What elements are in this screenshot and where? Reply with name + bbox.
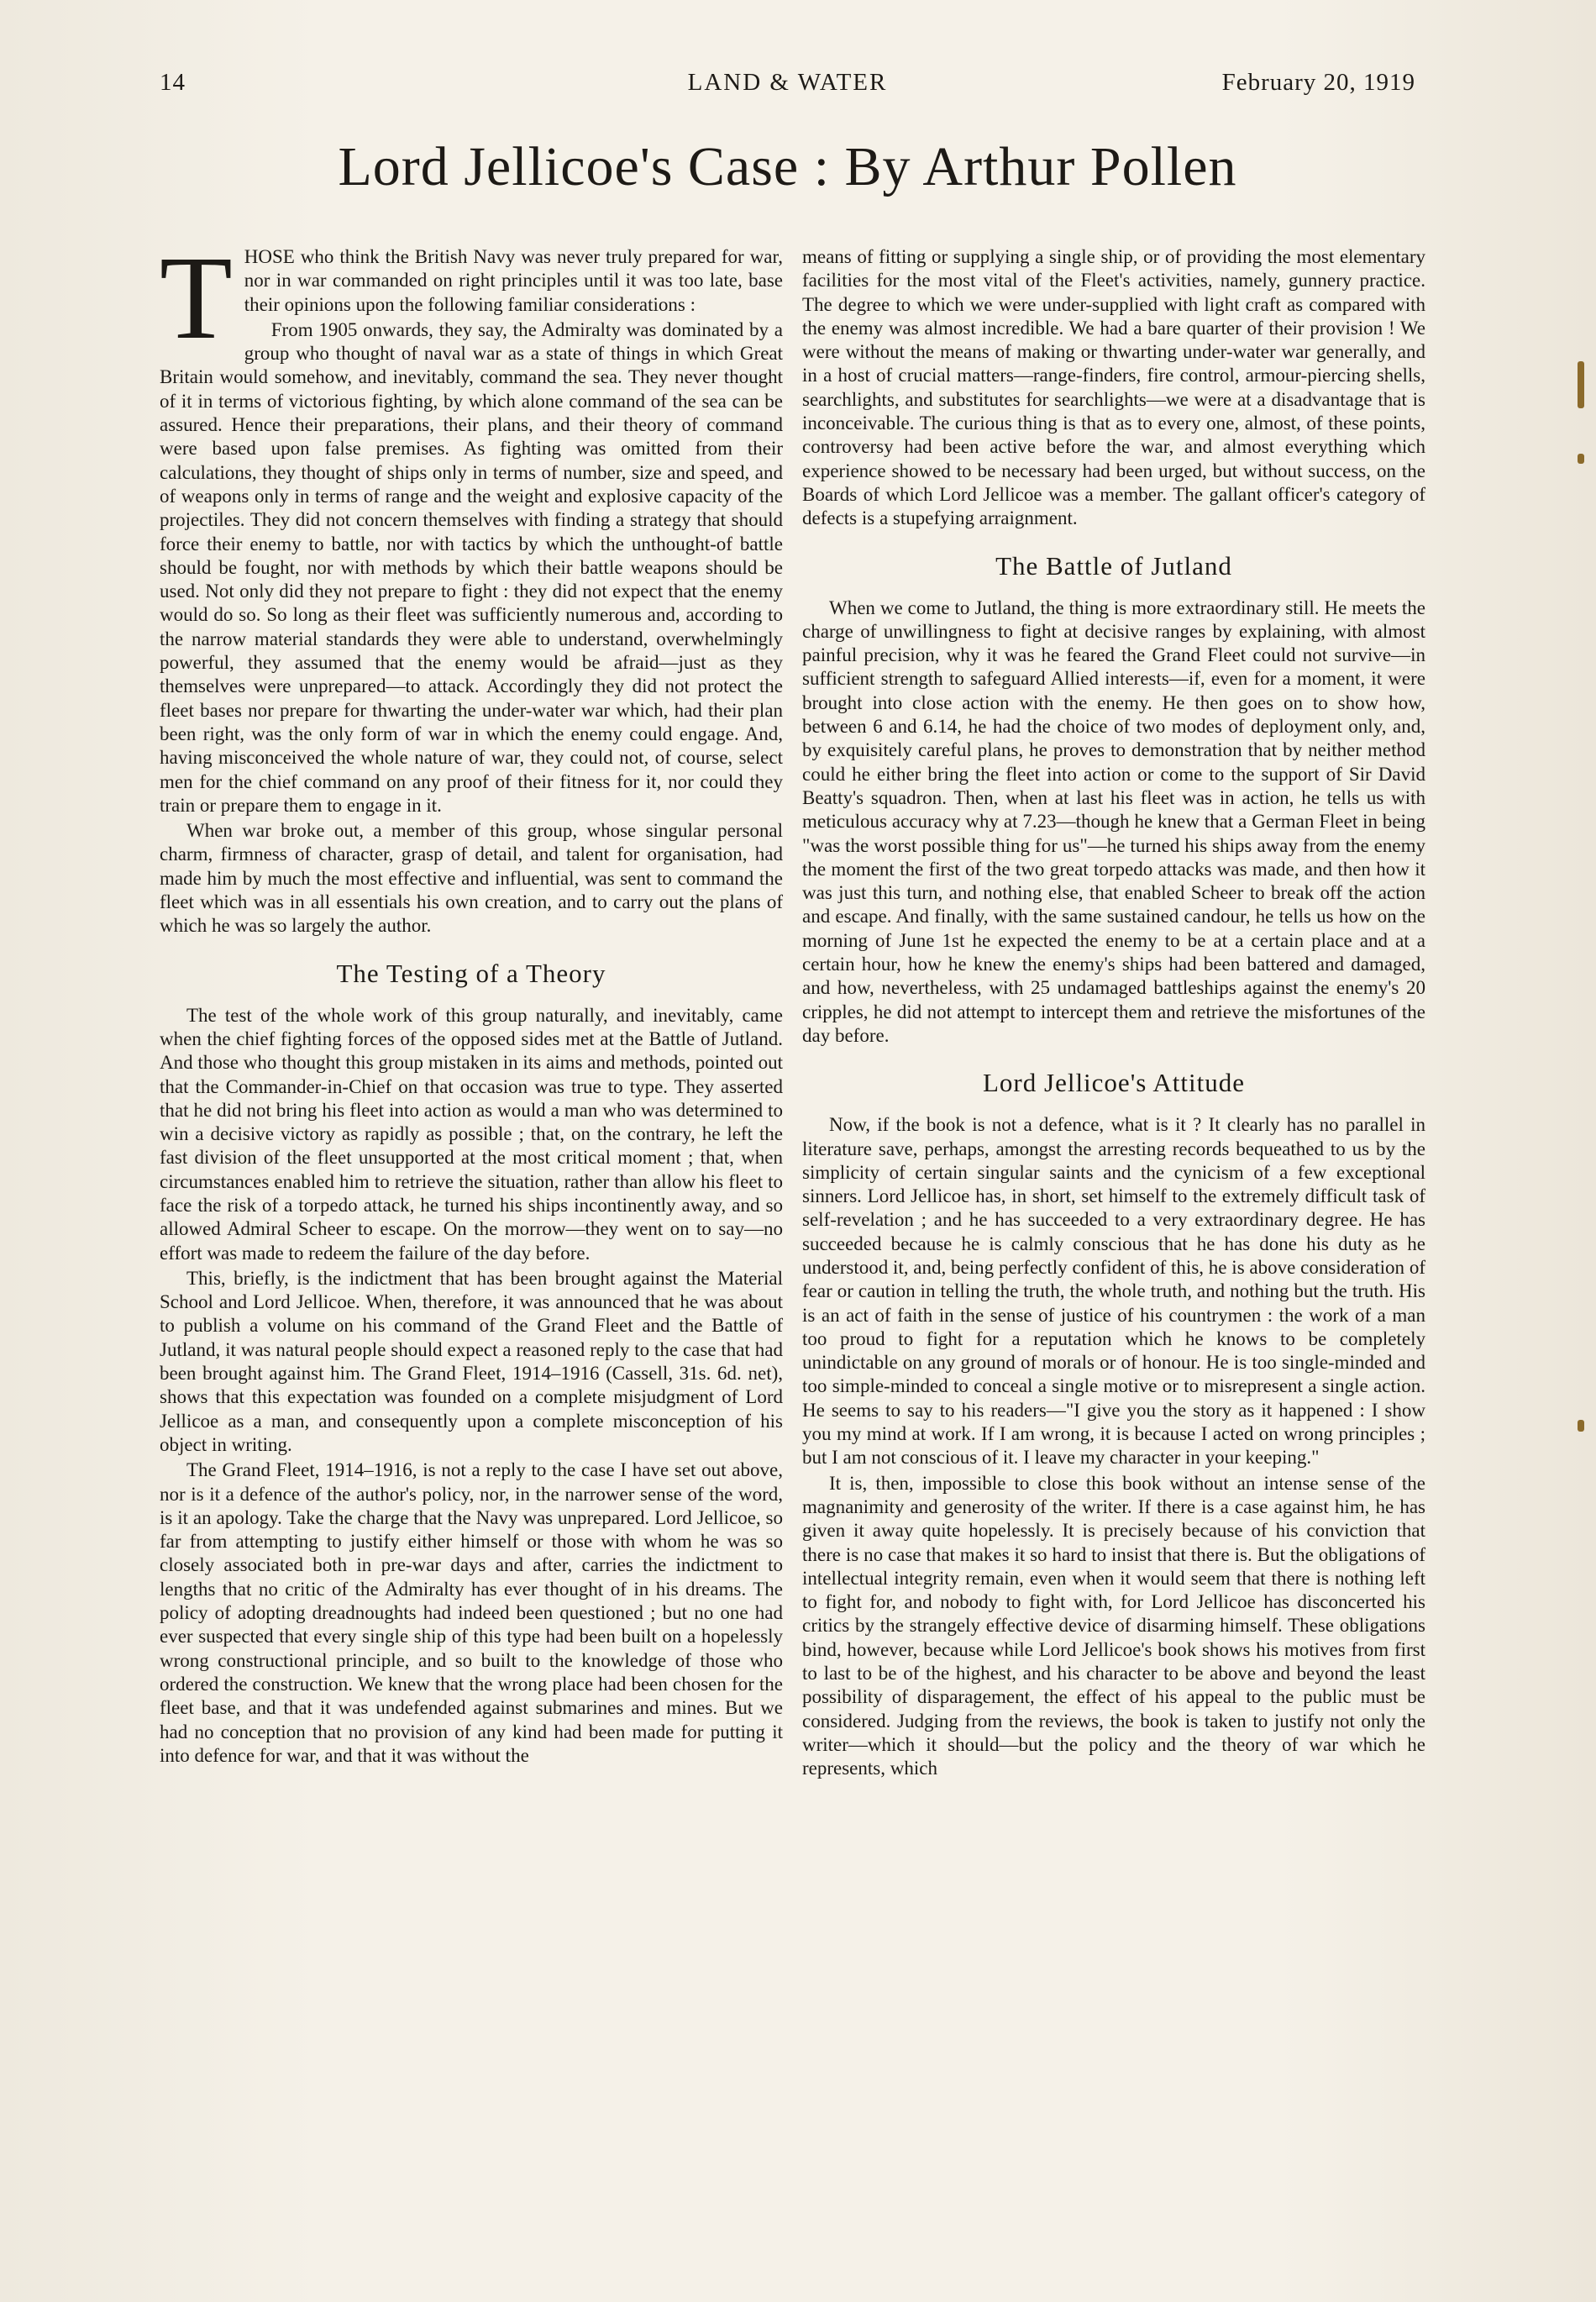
running-head	[160, 69, 1415, 102]
paragraph: The Grand Fleet, 1914–1916, is not a reply to the case I have set out above, nor is it a defence of the author's policy, nor, in the narrower sense of the word, is it an apology. Take the charge that the Navy was unprepared. Lord Jellicoe, so far from attempting to justify either himself or those with whom he was so closely associated both in pre-war days and after, carries the indictment to lengths that no critic of the Admiralty has ever thought of in his dreams. The policy of adopting dreadnoughts had indeed been questioned ; but no one had ever suspected that every single ship of this type had been built on a hopelessly wrong constructional principle, and so built to the knowledge of those who ordered the construction. We knew that the wrong place had been chosen for the fleet base, and that it was undefended against submarines and mines. But we had no conception that no provision of any kind had been made for putting it into defence for war, and that it was without the	[160, 1459, 783, 1766]
paragraph: THOSE who think the British Navy was never truly prepared for war, nor in war commanded on right principles until it was too late, base their opinions upon the following familiar considerations :	[160, 231, 783, 364]
column-right	[802, 245, 1425, 1783]
paragraph: means of fitting or supplying a single ship, or of providing the most elementary facilities for the most vital of the Fleet's activities, namely, gunnery practice. The degree to which we were under-supplied with light craft as compared with the enemy was almost incredible. We had a bare quarter of their provision ! We were without the means of making or thwarting under-water war generally, and in a host of crucial matters—range-finders, fire control, armour-piercing shells, searchlights, and substitutes for searchlights—we were at a disadvantage that is inconceivable. The curious thing is that as to every one, almost, of these points, controversy had been active before the war, and almost everything which experience showed to be necessary had been urged, but without success, on the Boards of which Lord Jellicoe was a member. The gallant officer's category of defects is a stupefying arraignment.	[802, 246, 1425, 529]
issue-date: February 20, 1919	[1221, 69, 1415, 96]
binding-mark	[1578, 1420, 1584, 1432]
binding-mark	[1578, 361, 1584, 408]
section-heading: The Testing of a Theory	[336, 958, 606, 988]
paragraph: This, briefly, is the indictment that has been brought against the Material School and Lord Jellicoe. When, therefore, it was announced that he was about to publish a volume on his command of the Grand Fleet and the Battle of Jutland, it was natural people should expect a reasoned reply to the case that had been brought against him. The Grand Fleet, 1914–1916 (Cassell, 31s. 6d. net), shows that this expectation was founded on a complete misjudgment of Lord Jellicoe as a man, and consequently upon a complete misconception of his object in writing.	[160, 1267, 783, 1455]
section-heading: The Battle of Jutland	[995, 550, 1232, 581]
paragraph: The test of the whole work of this group naturally, and inevitably, came when the chief fighting forces of the opposed sides met at the Battle of Jutland. And those who thought this group mistaken in its aims and methods, pointed out that the Commander-in-Chief on that occasion was true to type. They asserted that he did not bring his fleet into action as would a man who was determined to win a decisive victory as rapidly as possible ; that, on the contrary, he left the fast division of the fleet unsupported at the most critical moment ; that, when circumstances enabled him to retrieve the situation, rather than allow his fleet to face the risk of a torpedo attack, he turned his ships incontinently away, and so allowed Admiral Scheer to escape. On the morrow—they went on to say—no effort was made to redeem the failure of the day before.	[160, 1004, 783, 1264]
paragraph: When war broke out, a member of this group, whose singular personal charm, firmness of character, grasp of detail, and talent for organisation, had made him by much the most effective and influential, was sent to command the fleet which was in all essentials his own creation, and to carry out the plans of which he was so largely the author.	[160, 820, 783, 937]
drop-cap: T	[160, 231, 233, 364]
column-left	[160, 231, 783, 1769]
page-number: 14	[160, 69, 186, 96]
section-heading: Lord Jellicoe's Attitude	[983, 1068, 1245, 1098]
paragraph: Now, if the book is not a defence, what is it ? It clearly has no parallel in literature save, perhaps, amongst the arresting records bequeathed to us by the simplicity of certain singular saints and the cynicism of a few exceptional sinners. Lord Jellicoe has, in short, set himself to the extremely difficult task of self-revelation ; and he has succeeded to a very extraordinary degree. He has succeeded because he is calmly conscious that he has done his duty as he understood it, and, being perfectly confident of this, he is above consideration of fear or caution in telling the truth, the whole truth, and nothing but the truth. His is an act of faith in the sense of justice of his countrymen : the work of a man too proud to fight for a reputation which he knows to be completely unindictable on any ground of morals or of honour. He is too single-minded and too simple-minded to conceal a single motive or to misrepresent a single action. He seems to say to his readers—"I give you the story as it happened : I show you my mind at work. If I am wrong, it is because I acted on wrong principles ; but I am not conscious of it. I leave my character in your keeping."	[802, 1114, 1425, 1469]
paragraph: When we come to Jutland, the thing is more extraordinary still. He meets the charge of unwillingness to fight at decisive ranges by explaining, with almost painful precision, why it was he feared the Grand Fleet could not survive—in sufficient strength to safeguard Allied interests—if, even for a moment, it were brought into close action with the enemy. He then goes on to show how, between 6 and 6.14, he had the choice of two modes of deployment only, and, by exquisitely careful plans, he proves to demonstration that by neither method could he either bring the fleet into action or come to the support of Sir David Beatty's squadron. Then, when at last his fleet was in action, he tells us with meticulous accuracy why at 7.23—though he knew that a German Fleet in being "was the worst possible thing for us"—he turned his ships away from the enemy the moment the first of the two great torpedo attacks was made, and then how it was just this turn, and nothing else, that enabled Scheer to break off the action and escape. And finally, with the same sustained candour, he tells us how on the morning of June 1st he expected the enemy to be at a certain place and at a certain hour, how he knew the enemy's ships had been battered and damaged, and how, nevertheless, with 25 undamaged battleships against the enemy's 20 cripples, he did not attempt to intercept them and retrieve the misfortunes of the day before.	[802, 597, 1425, 1046]
magazine-name: LAND & WATER	[687, 69, 888, 96]
paragraph: From 1905 onwards, they say, the Admiralty was dominated by a group who thought of naval war as a state of things in which Great Britain would somehow, and inevitably, command the sea. They never thought of it in terms of victorious fighting, by which alone command of the sea can be assured. Hence their preparations, their plans, and their theory of command were based upon false premises. As fighting was omitted from their calculations, they thought of ships only in terms of number, size and speed, and of weapons only in terms of range and the weight and explosive capacity of the projectiles. They did not concern themselves with finding a strategy that should force their enemy to battle, nor with tactics by which the unthought-of battle should be fought, nor with methods by which their battle weapons should be used. Not only did they not prepare to fight : they did not expect that the enemy would do so. So long as their fleet was sufficiently numerous and, according to the narrow material standards they were able to understand, overwhelmingly powerful, they assumed that the enemy would be afraid—just as they themselves were unprepared—to attack. Accordingly they did not protect the fleet bases nor prepare for thwarting the under-water war which, had their plan been right, was the only form of war in which the enemy could engage. And, having misconceived the whole nature of war, they could not, of course, select men for the chief command on any proof of their fitness for it, nor could they train or prepare them to engage in it.	[160, 318, 783, 816]
binding-mark	[1578, 454, 1584, 464]
paragraph: It is, then, impossible to close this book without an intense sense of the magnanimity and generosity of the writer. If there is a case against him, he has given it away quite hopelessly. It is precisely because of his conviction that there is no case that makes it so hard to insist that there is. But the obligations of intellectual integrity remain, even when it would seem that there is nothing left to fight for, and nobody to fight with, for Lord Jellicoe has disconcerted his critics by the strangely effective device of disarming himself. These obligations bind, however, because while Lord Jellicoe's book shows his motives from first to last to be of the highest, and his character to be above and beyond the least possibility of disparagement, the effect of his appeal to the public must be considered. Judging from the reviews, the book is taken to justify not only the writer—which it should—but the policy and the theory of war which he represents, which	[802, 1472, 1425, 1779]
article-title: Lord Jellicoe's Case : By Arthur Pollen	[338, 136, 1237, 197]
